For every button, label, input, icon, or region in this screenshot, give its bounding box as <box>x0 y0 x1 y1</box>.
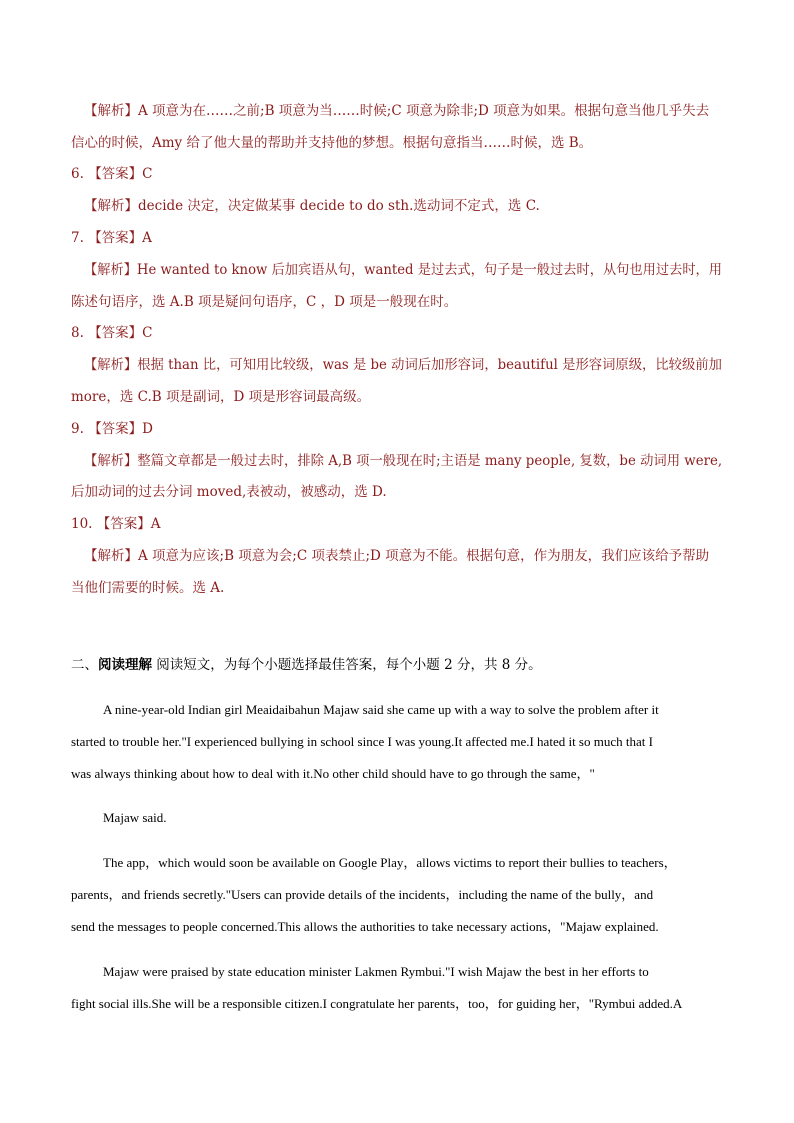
q8-explanation-line2: more，选 C.B 项是副词，D 项是形容词最高级。 <box>71 389 371 405</box>
q9-number: 9. <box>71 421 84 437</box>
q7-answer-row <box>71 228 152 248</box>
q9-answer: 【答案】D <box>88 421 154 437</box>
q10-explanation-line1: 【解析】A 项意为应该;B 项意为会;C 项表禁止;D 项意为不能。根据句意，作为朋友，我们应该给予帮助 <box>84 548 710 564</box>
section-heading <box>71 655 542 675</box>
q9-answer-row <box>71 419 153 439</box>
q10-explanation-line2: 当他们需要的时候。选 A. <box>71 580 225 596</box>
passage-p3-line1: The app，which would soon be available on Google Play，allows victims to report their bullies to teachers， <box>103 855 677 870</box>
passage-p3-line2: parents，and friends secretly."Users can provide details of the incidents，including the name of the bully，and <box>71 887 654 902</box>
q6-number: 6. <box>71 166 84 182</box>
q5-explanation-line1: 【解析】A 项意为在……之前;B 项意为当……时候;C 项意为除非;D 项意为如果。根据句意当他几乎失去 <box>84 103 710 119</box>
section-prefix: 二、 <box>71 657 98 673</box>
q8-explanation-line1: 【解析】根据 than 比，可知用比较级，was 是 be 动词后加形容词，beautiful 是形容词原级，比较级前加 <box>84 357 722 373</box>
q5-explanation-line2: 信心的时候，Amy 给了他大量的帮助并支持他的梦想。根据句意指当……时候，选 B。 <box>71 135 593 151</box>
passage-p2: Majaw said. <box>103 810 167 825</box>
q8-answer: 【答案】C <box>88 325 153 341</box>
passage-p3-line3: send the messages to people concerned.This allows the authorities to take necessary actions，"Majaw explained. <box>71 919 659 934</box>
q10-number: 10. <box>71 516 93 532</box>
q6-answer-row <box>71 164 153 184</box>
q8-number: 8. <box>71 325 84 341</box>
passage-p1-line3: was always thinking about how to deal with it.No other child should have to go through the same，" <box>71 766 595 781</box>
q7-explanation-line1: 【解析】He wanted to know 后加宾语从句，wanted 是过去式，句子是一般过去时，从句也用过去时，用 <box>84 262 723 278</box>
section-instruction: 阅读短文，为每个小题选择最佳答案，每个小题 2 分，共 8 分。 <box>152 657 542 673</box>
q9-explanation-line2: 后加动词的过去分词 moved,表被动，被感动，选 D. <box>71 484 387 500</box>
q6-answer: 【答案】C <box>88 166 153 182</box>
passage-p1-line2: started to trouble her."I experienced bullying in school since I was young.It affected me.I hated it so much that I <box>71 734 653 749</box>
passage-p4-line1: Majaw were praised by state education minister Lakmen Rymbui."I wish Majaw the best in her efforts to <box>103 964 649 979</box>
q7-answer: 【答案】A <box>88 230 152 246</box>
q9-explanation-line1: 【解析】整篇文章都是一般过去时，排除 A,B 项一般现在时;主语是 many people, 复数，be 动词用 were, <box>84 453 723 469</box>
q7-number: 7. <box>71 230 84 246</box>
q10-answer: 【答案】A <box>96 516 161 532</box>
q6-explanation: 【解析】decide 决定，决定做某事 decide to do sth.选动词不定式，选 C. <box>84 198 540 214</box>
q8-answer-row <box>71 323 153 343</box>
passage-p4-line2: fight social ills.She will be a responsible citizen.I congratulate her parents，too，for guiding her，"Rymbui added.A <box>71 996 683 1011</box>
passage-p1-line1: A nine-year-old Indian girl Meaidaibahun Majaw said she came up with a way to solve the problem after it <box>103 702 659 717</box>
q7-explanation-line2: 陈述句语序，选 A.B 项是疑问句语序，C ，D 项是一般现在时。 <box>71 294 458 310</box>
q10-answer-row <box>71 514 161 534</box>
section-title: 阅读理解 <box>98 657 152 673</box>
